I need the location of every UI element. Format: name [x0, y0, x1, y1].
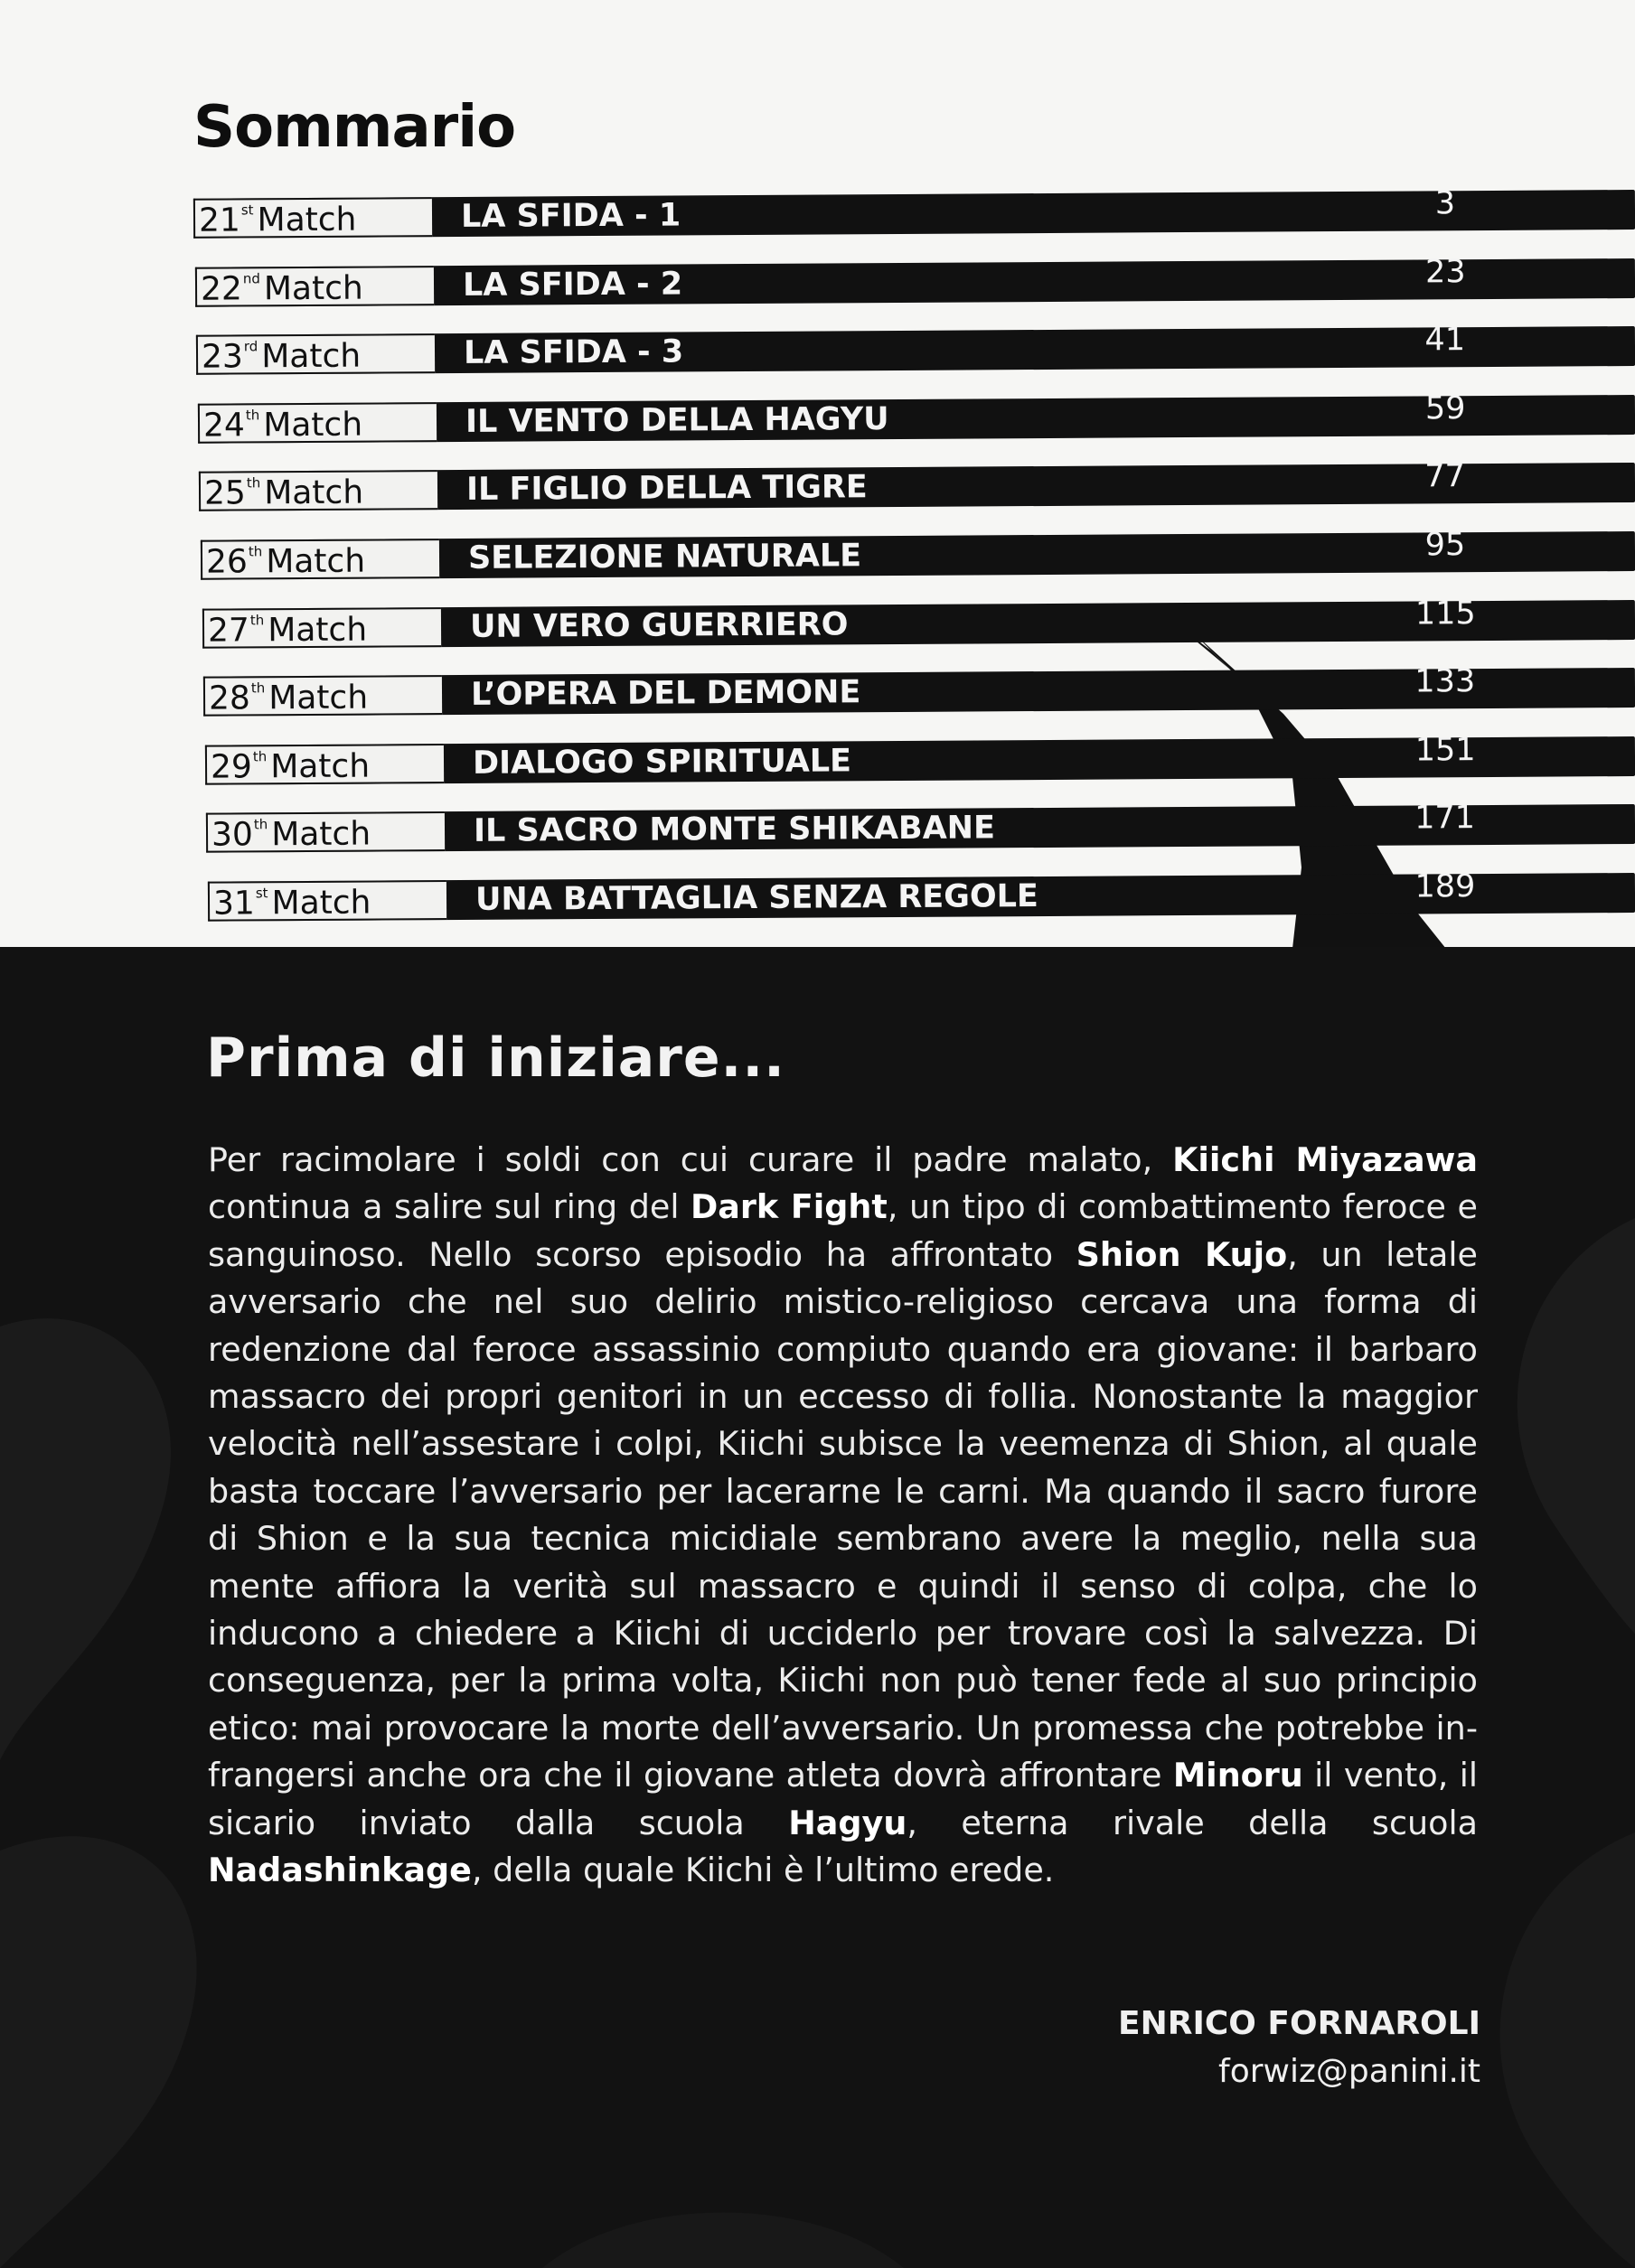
- highlighted-name: Hagyu: [788, 1803, 907, 1842]
- chapter-title: DIALOGO SPIRITUALE: [472, 743, 851, 782]
- match-label: Match: [261, 337, 362, 376]
- match-number: [199, 201, 357, 239]
- page-number: 95: [1424, 527, 1466, 564]
- match-ordinal-suffix: st: [240, 201, 254, 219]
- match-number-box: [203, 675, 442, 717]
- match-ordinal-suffix: th: [250, 679, 266, 697]
- body-text: Per racimolare i soldi con cui curare il padre malato,: [208, 1140, 1173, 1179]
- page-number: 133: [1414, 663, 1476, 700]
- summary-row: [201, 527, 1635, 581]
- chapter-title: L’OPERA DEL DEMONE: [471, 674, 861, 714]
- match-number: [213, 885, 371, 923]
- match-number-box: [202, 607, 440, 649]
- match-number: [202, 338, 361, 376]
- page-number: 23: [1424, 253, 1466, 291]
- chapter-title: LA SFIDA - 1: [460, 197, 681, 235]
- match-number-box: [194, 266, 433, 307]
- body-text: , eterna rivale della scuola: [907, 1803, 1478, 1842]
- match-number: [206, 543, 365, 581]
- match-ordinal: 25: [204, 474, 247, 513]
- summary-row: [206, 800, 1635, 855]
- match-number-box: [206, 811, 445, 853]
- match-number: [208, 611, 367, 649]
- match-ordinal-suffix: th: [249, 611, 264, 628]
- body-text: , un tipo di combattimento feroce e sanguinoso. Nello scorso episodio ha affrontato: [208, 1187, 1478, 1274]
- page-number: 115: [1414, 595, 1476, 633]
- summary-row: [203, 663, 1635, 717]
- highlighted-name: Dark Fight: [690, 1187, 888, 1227]
- match-ordinal-suffix: th: [247, 474, 261, 492]
- summary-row: [194, 253, 1635, 308]
- match-ordinal-suffix: th: [254, 816, 268, 833]
- match-ordinal: 26: [205, 543, 248, 581]
- match-ordinal: 21: [198, 201, 240, 239]
- page-number: 171: [1414, 800, 1476, 837]
- chapter-title: UN VERO GUERRIERO: [469, 605, 849, 645]
- match-number-box: [201, 539, 439, 580]
- intro-body: [208, 1137, 1478, 1895]
- match-ordinal: 27: [207, 611, 249, 650]
- match-number-box: [199, 470, 437, 511]
- summary-title: Sommario: [193, 94, 516, 161]
- match-ordinal: 23: [202, 338, 244, 376]
- author-block: [1118, 2001, 1480, 2096]
- page-number: 151: [1414, 731, 1476, 769]
- summary-list: [0, 0, 1635, 947]
- highlighted-name: Shion Kujo: [1076, 1234, 1288, 1274]
- match-number: [209, 679, 368, 717]
- match-label: Match: [266, 542, 366, 581]
- match-label: Match: [268, 679, 369, 717]
- match-ordinal: 30: [211, 816, 254, 855]
- match-label: Match: [267, 611, 367, 649]
- summary-row: [196, 322, 1635, 376]
- page-number: 41: [1424, 322, 1466, 359]
- intro-title: Prima di iniziare...: [206, 1026, 785, 1090]
- body-text: il vento, il sicario inviato dalla scuola: [208, 1756, 1479, 1842]
- match-ordinal-suffix: th: [248, 543, 263, 560]
- match-ordinal: 22: [200, 270, 242, 308]
- match-ordinal: 29: [210, 748, 252, 786]
- match-number: [211, 747, 370, 785]
- summary-row: [193, 185, 1635, 239]
- summary-row: [202, 595, 1635, 650]
- match-number-box: [205, 744, 444, 785]
- match-number-box: [196, 333, 435, 375]
- chapter-title: UNA BATTAGLIA SENZA REGOLE: [475, 878, 1039, 918]
- match-ordinal-suffix: rd: [243, 338, 258, 355]
- summary-row: [199, 458, 1635, 513]
- match-number: [203, 406, 362, 444]
- body-text: , della quale Kiichi è l’ultimo erede.: [471, 1851, 1055, 1890]
- summary-row: [208, 868, 1635, 923]
- match-ordinal-suffix: st: [255, 885, 268, 902]
- match-label: Match: [264, 473, 364, 512]
- match-label: Match: [262, 406, 363, 445]
- match-label: Match: [263, 269, 363, 307]
- page-number: 59: [1424, 389, 1466, 427]
- match-ordinal: 28: [209, 679, 251, 717]
- chapter-title: LA SFIDA - 2: [462, 266, 682, 304]
- author-name: ENRICO FORNAROLI: [1118, 2005, 1480, 2042]
- summary-row: [198, 389, 1635, 445]
- match-label: Match: [271, 884, 371, 923]
- match-number: [204, 474, 363, 512]
- match-number: [211, 816, 371, 854]
- chapter-title: LA SFIDA - 3: [464, 333, 684, 372]
- match-number-box: [193, 197, 432, 239]
- match-label: Match: [271, 815, 371, 854]
- highlighted-name: Nadashinkage: [208, 1851, 472, 1890]
- chapter-title: IL SACRO MONTE SHIKABANE: [474, 810, 996, 850]
- body-text: continua a salire sul ring del: [208, 1187, 691, 1227]
- page-number: 77: [1424, 458, 1466, 495]
- summary-row: [205, 731, 1635, 786]
- highlighted-name: Kiichi Miyazawa: [1172, 1140, 1478, 1179]
- match-label: Match: [257, 201, 357, 239]
- chapter-title: IL VENTO DELLA HAGYU: [465, 400, 889, 440]
- match-ordinal-suffix: th: [245, 407, 260, 424]
- page-number: 189: [1414, 868, 1476, 905]
- author-email[interactable]: forwiz@panini.it: [1218, 2053, 1480, 2090]
- highlighted-name: Minoru: [1172, 1756, 1303, 1795]
- match-number-box: [198, 402, 437, 444]
- match-label: Match: [269, 747, 371, 786]
- match-number: [201, 269, 363, 307]
- match-ordinal: 24: [202, 407, 245, 445]
- match-ordinal-suffix: th: [252, 748, 268, 765]
- chapter-title: IL FIGLIO DELLA TIGRE: [466, 469, 869, 509]
- match-ordinal: 31: [212, 885, 255, 923]
- match-ordinal-suffix: nd: [242, 269, 260, 287]
- match-number-box: [208, 880, 446, 922]
- page-number: 3: [1434, 185, 1456, 222]
- body-text: , un letale avversario che nel suo delirio mistico-religioso cercava una forma di redenzione dal feroce assassinio compiuto quando era giovane: il barbaro massacro dei propri genitori in un eccesso di follia. Nonostante la maggior velocità nell’assestare i colpi, Kiichi subisce la veemenza di Shion, al quale basta toccare l’avversario per lacerarne le carni. Ma quando il sacro furore di Shion e la sua tecnica micidiale sembrano avere la meglio, nella sua mente affiora la verità sul massacro e quindi il senso di colpa, che lo inducono a chiedere a Kiichi di ucciderlo per trovare così la salvezza. Di conseguenza, per la prima volta, Kiichi non può tener fede al suo principio etico: mai provocare la morte dell’avversario. Un promessa che potrebbe infrangersi anche ora che il giovane atleta dovrà affrontare: [208, 1234, 1478, 1795]
- chapter-title: SELEZIONE NATURALE: [467, 538, 862, 576]
